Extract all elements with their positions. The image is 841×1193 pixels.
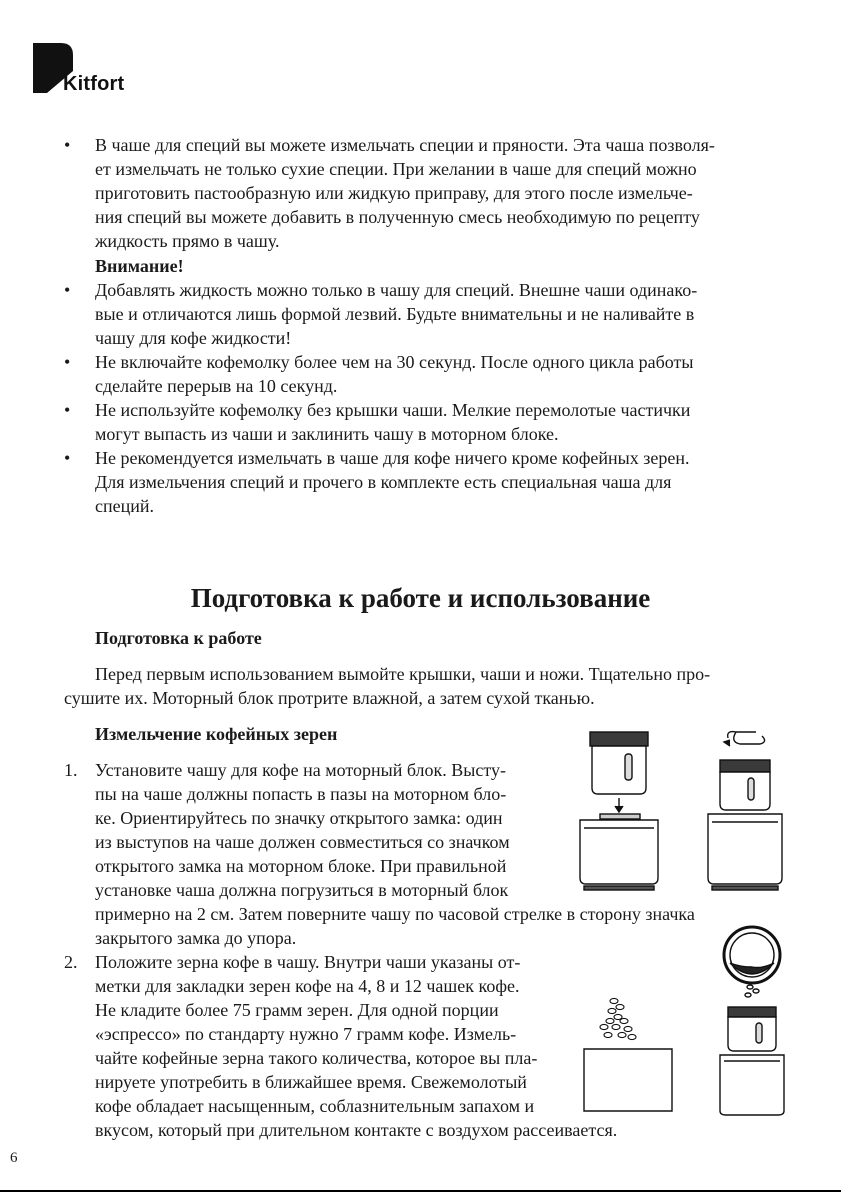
intro-line: ния специй вы можете добавить в полученную смесь необходимую по рецепту xyxy=(95,207,700,227)
bowl-rotate-illustration xyxy=(700,728,790,896)
step1-line: закрытого замка до упора. xyxy=(95,928,297,948)
warning-line: Для измельчения специй и прочего в комплекте есть специальная чаша для xyxy=(95,472,672,492)
intro-line: жидкость прямо в чашу. xyxy=(95,231,280,251)
warning-line: Не рекомендуется измельчать в чаше для кофе ничего кроме кофейных зерен. xyxy=(95,448,690,468)
step2-line: нируете употребить в ближайшее время. Свежемолотый xyxy=(95,1072,527,1092)
attention-label: Внимание! xyxy=(95,256,184,276)
step2-line: кофе обладает насыщенным, соблазнительным запахом и xyxy=(95,1096,535,1116)
step2-line: Положите зерна кофе в чашу. Внутри чаши указаны от- xyxy=(95,952,521,972)
kitfort-logo xyxy=(33,43,153,99)
intro-line: ет измельчать не только сухие специи. При желании в чаше для специй можно xyxy=(95,159,697,179)
bullet-icon: • xyxy=(64,135,71,155)
step2-line: вкусом, который при длительном контакте с воздухом рассеивается. xyxy=(95,1120,618,1140)
warning-line: могут выпасть из чаши и заклинить чашу в моторном блоке. xyxy=(95,424,559,444)
warning-line: чашу для кофе жидкости! xyxy=(95,328,292,348)
prep-line: сушите их. Моторный блок протрите влажной, а затем сухой тканью. xyxy=(64,688,595,708)
coffee-beans-illustration xyxy=(580,995,680,1115)
bullet-icon: • xyxy=(64,400,71,420)
warning-line: вые и отличаются лишь формой лезвий. Будьте внимательны и не наливайте в xyxy=(95,304,695,324)
bullet-icon: • xyxy=(64,448,71,468)
warning-line: Не включайте кофемолку более чем на 30 секунд. После одного цикла работы xyxy=(95,352,694,372)
bullet-icon: • xyxy=(64,280,71,300)
step1-line: ке. Ориентируйтесь по значку открытого замка: один xyxy=(95,808,503,828)
step-number: 1. xyxy=(64,760,78,780)
step2-line: Не кладите более 75 грамм зерен. Для одной порции xyxy=(95,1000,499,1020)
bowl-insert-illustration xyxy=(572,728,672,896)
bullet-icon: • xyxy=(64,352,71,372)
step-number: 2. xyxy=(64,952,78,972)
section-title: Подготовка к работе и использование xyxy=(190,583,651,613)
step1-line: установке чаша должна погрузиться в моторный блок xyxy=(95,880,509,900)
intro-line: В чаше для специй вы можете измельчать специи и пряности. Эта чаша позволя- xyxy=(95,135,715,155)
step1-line: примерно на 2 см. Затем поверните чашу по часовой стрелке в сторону значка xyxy=(95,904,695,924)
warning-line: специй. xyxy=(95,496,155,516)
warning-line: Не используйте кофемолку без крышки чаши. Мелкие перемолотые частички xyxy=(95,400,691,420)
step2-line: чайте кофейные зерна такого количества, которое вы пла- xyxy=(95,1048,538,1068)
page-number: 6 xyxy=(10,1150,18,1166)
warning-line: Добавлять жидкость можно только в чашу для специй. Внешне чаши одинако- xyxy=(95,280,698,300)
prep-line: Перед первым использованием вымойте крышки, чаши и ножи. Тщательно про- xyxy=(95,664,711,684)
brand-name: Kitfort xyxy=(63,73,125,95)
pour-beans-illustration xyxy=(712,925,792,1120)
prep-heading: Подготовка к работе xyxy=(95,628,262,648)
step2-line: «эспрессо» по стандарту нужно 7 грамм кофе. Измель- xyxy=(95,1024,517,1044)
step1-line: пы на чаше должны попасть в пазы на моторном бло- xyxy=(95,784,507,804)
page-bottom-rule xyxy=(0,1190,841,1192)
grind-heading: Измельчение кофейных зерен xyxy=(95,724,338,744)
warning-line: сделайте перерыв на 10 секунд. xyxy=(95,376,338,396)
step2-line: метки для закладки зерен кофе на 4, 8 и 12 чашек кофе. xyxy=(95,976,520,996)
step1-line: из выступов на чаше должен совместиться со значком xyxy=(95,832,510,852)
step1-line: Установите чашу для кофе на моторный блок. Высту- xyxy=(95,760,506,780)
step1-line: открытого замка на моторном блоке. При правильной xyxy=(95,856,507,876)
intro-line: приготовить пастообразную или жидкую приправу, для этого после измельче- xyxy=(95,183,693,203)
